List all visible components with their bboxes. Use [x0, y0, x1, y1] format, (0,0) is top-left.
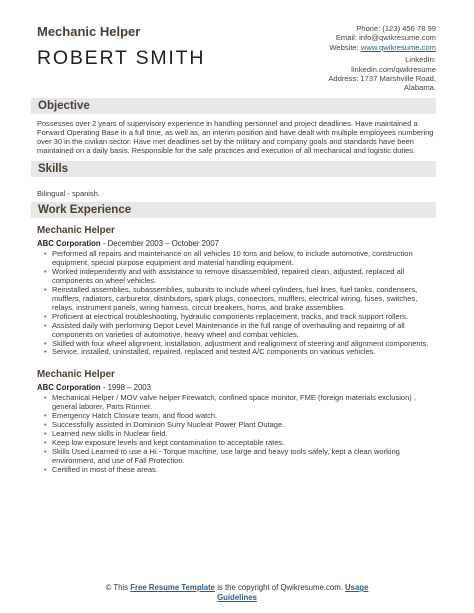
objective-heading: Objective — [31, 98, 436, 114]
footer-middle: is the copyright of Qwikresume.com. — [215, 583, 346, 592]
address-line-2: Alabama. — [403, 83, 436, 93]
list-item: • Successfully assisted in Dominion Surry Nuclear Power Plant Outage. — [44, 421, 436, 430]
guidelines-link[interactable]: Guidelines — [217, 593, 257, 602]
skills-heading: Skills — [31, 161, 436, 177]
list-item: • Skilled with four wheel alignment, installation, adjustment and realignment of steering and alignment components. — [44, 340, 436, 349]
company-line — [37, 383, 436, 392]
linkedin-url[interactable]: linkedin.com/qwikresume — [351, 64, 436, 74]
candidate-name: ROBERT SMITH — [37, 47, 206, 69]
list-item: • Keep low exposure levels and kept contamination to acceptable rates. — [44, 439, 436, 448]
website-row — [328, 43, 436, 52]
company-name: ABC Corporation — [37, 383, 101, 393]
job-dates: - 1998 – 2003 — [100, 383, 151, 393]
list-item: • Worked independently and with assistance to remove disassembled, repaired clean, adjusted, replaced all components on wheel vehicles. — [44, 268, 436, 286]
linkedin-label: LinkedIn: — [405, 55, 436, 65]
list-item: • Learned new skills in Nuclear field. — [44, 430, 436, 439]
job-duties — [37, 250, 436, 357]
skills-text: Bilingual - spanish. — [37, 189, 100, 199]
job-dates: - December 2003 – October 2007 — [100, 239, 219, 249]
usage-link[interactable]: Usage — [345, 583, 369, 592]
resume-header — [37, 0, 436, 98]
copyright-footer — [0, 583, 474, 603]
phone: Phone: (123) 456 78 99 — [356, 24, 436, 33]
company-line — [37, 239, 436, 248]
list-item: • Reinstalled assemblies, subassemblies, subunits to include wheel cylinders, fuel lines, fuel tanks, condensers, mufflers, radiators, carburetor, distributors, spark plugs, connectors, mufflers, electrical wiring, fuses, switches, relays, instrument panels, wiring harness, circuit breakers, horns, and brake assemblies. — [44, 286, 436, 313]
website-label: Website: — [329, 42, 361, 52]
objective-text: Possesses over 2 years of supervisory experience in handling personnel and project deadlines. Have maintained a Forward Operating Base in a full time, as well as, an interim position and have dealt with multiple employees numbering over 30 in the civilian sector. Have met deadlines set by the military and company goals and standards have been maintained on a daily basis. Responsible for the safe practices and execution of all mechanical and logistic duties. — [37, 119, 434, 156]
job-duties — [37, 394, 436, 474]
free-resume-template-link[interactable]: Free Resume Template — [130, 583, 216, 592]
website-link[interactable]: www.qwikresume.com — [360, 42, 436, 52]
list-item: • Certified in most of these areas. — [44, 466, 436, 475]
list-item: • Service, installed, uninstalled, repaired, replaced and tested A/C components on various vehicles. — [44, 348, 436, 357]
job-entry — [37, 225, 436, 357]
list-item: • Emergency Hatch Closure team, and flood watch. — [44, 412, 436, 421]
job-title: Mechanic Helper — [37, 369, 115, 381]
list-item: • Mechanical Helper / MOV valve helper Firewatch, confined space monitor, FME (foreign materials exclusion) , general laborer, Parts Runner. — [44, 394, 436, 412]
list-item: • Performed all repairs and maintenance on all vehicles 10 tons and below, to include automotive, construction equipment, special purpose equipment and material handling equipment. — [44, 250, 436, 268]
experience-heading: Work Experience — [31, 202, 436, 218]
list-item: • Skills Used Learned to use a Hi - Torque machine, use large and heavy tools safely, kept a clean working environment, and use of Fall Protection. — [44, 448, 436, 466]
job-title: Mechanic Helper — [37, 24, 141, 39]
list-item: • Assisted daily with performing Depot Level Maintenance in the full range of overhauling and repairing of all components on varieties of automotive, heavy wheel and combat vehicles. — [44, 322, 436, 340]
job-title: Mechanic Helper — [37, 225, 115, 237]
address-line-1: Address: 1737 Marshville Road, — [328, 74, 436, 84]
contact-info — [328, 24, 436, 93]
email: Email: info@qwikresume.com — [335, 33, 436, 43]
list-item: • Proficient at electrical troubleshooting, hydraulic components replacement, tracks, and track support rollers. — [44, 313, 436, 322]
company-name: ABC Corporation — [37, 239, 101, 249]
job-entry — [37, 369, 436, 474]
footer-prefix: © This — [105, 583, 131, 592]
